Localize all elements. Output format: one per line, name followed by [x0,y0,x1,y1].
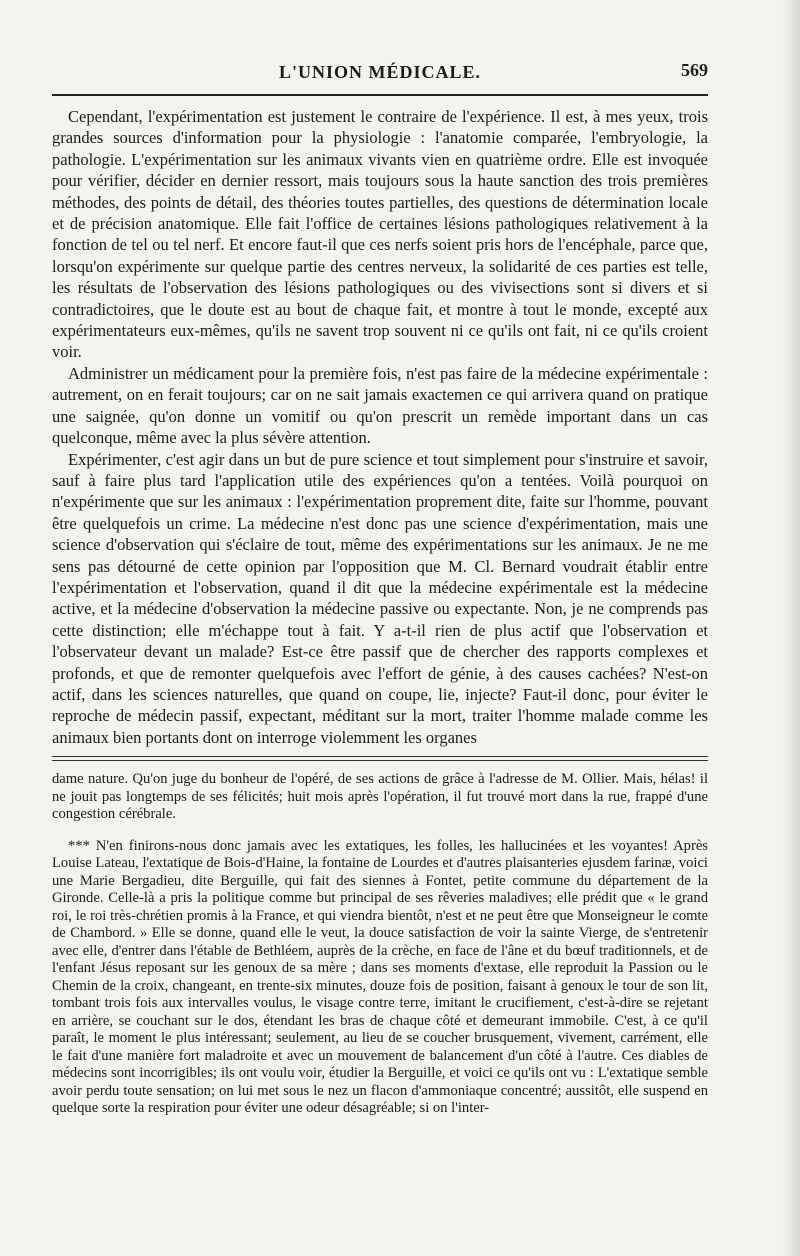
header-rule [52,94,708,96]
paragraph: Expérimenter, c'est agir dans un but de pure science et tout simplement pour s'instruire et savoir, sauf à faire plus tard l'application utile des expériences qu'on a tentées. Voilà pourquoi on n'expérimente que sur les animaux : l'expérimentation proprement dite, faite sur l'homme, pouvant être quelquefois un crime. La médecine n'est donc pas une science d'expérimentation, mais une science d'observation qui s'éclaire de tout, même des expérimentations sur les animaux. Je ne me sens pas détourné de cette opinion par l'opposition que M. Cl. Bernard voudrait établir entre l'expérimentation et l'observation, quand il dit que la médecine expérimentale est la médecine active, et la médecine d'observation la médecine passive ou expectante. Non, je ne comprends pas cette distinction; elle m'échappe tout à fait. Y a-t-il rien de plus actif que l'observation et l'observateur devant un malade? Est-ce être passif que de chercher des rapports complexes et profonds, et que de remonter quelquefois avec l'effort de génie, à des causes cachées? N'est-on actif, dans les sciences naturelles, que quand on coupe, lie, injecte? Faut-il donc, pour éviter le reproche de médecin passif, expectant, méditant sur la mort, traiter l'homme malade comme les animaux bien portants dont on interroge violemment les organes [52,449,708,747]
page-header [52,58,708,88]
main-text [52,106,708,748]
journal-title: L'UNION MÉDICALE. [278,62,482,82]
notes-divider [52,756,708,761]
note-continuation: dame nature. Qu'on juge du bonheur de l'opéré, de ses actions de grâce à l'adresse de M. Ollier. Mais, hélas! il ne jouit pas longtemps de ses félicités; huit mois après l'opération, il fut trouvé mort dans la rue, frappé d'une congestion cérébrale. [52,771,708,823]
paragraph: Administrer un médicament pour la première fois, n'est pas faire de la médecine expérimentale : autrement, on en ferait toujours; car on ne sait jamais exactemen ce qui arrivera quand on pratique une saignée, qu'on donne un vomitif ou qu'on prescrit un remède important dans un cas quelconque, même avec la plus sévère attention. [52,363,708,448]
page-edge-shadow [782,0,800,1256]
notes-section [52,771,708,1118]
page-number: 569 [681,60,708,80]
paragraph: Cependant, l'expérimentation est justement le contraire de l'expérience. Il est, à mes yeux, trois grandes sources d'information pour la physiologie : l'anatomie comparée, l'embryologie, la pathologie. L'expérimentation sur les animaux vivants vien en quatrième ordre. Elle est invoquée pour vérifier, décider en dernier ressort, mais toujours sous la haute sanction des trois premières méthodes, des points de détail, des théories toutes partielles, des questions de détermination locale et de précision anatomique. Elle fait l'office de certaines lésions pathologiques relativement à la fonction de tel ou tel nerf. Et encore faut-il que ces nerfs soient pris hors de l'encéphale, parce que, lorsqu'on expérimente sur quelque partie des centres nerveux, la solidarité de ces parties est telle, les résultats de l'observation des lésions pathologiques ou des vivisections sont si divers et si contradictoires, que le doute est au bout de chaque fait, et montre à tout le monde, excepté aux expérimentateurs eux-mêmes, qu'ils ne savent trop souvent ni ce qu'ils ont fait, ni ce qu'ils croient voir. [52,107,708,362]
note-paragraph: *** N'en finirons-nous donc jamais avec les extatiques, les folles, les hallucinées et les voyantes! Après Louise Lateau, l'extatique de Bois-d'Haine, la fontaine de Lourdes et d'autres plaisanteries ejusdem farinæ, voici une Marie Bergadieu, dite Berguille, qui fait des siennes à Fontet, petite commune du département de la Gironde. Celle-là a pris la politique comme but principal de ses rêveries maladives; elle prédit que « le grand roi, le roi très-chrétien promis à la France, et qui viendra bientôt, n'est et ne peut être que Monseigneur le comte de Chambord. » Elle se donne, quand elle le veut, la douce satisfaction de voir la sainte Vierge, de s'entretenir avec elle, d'entrer dans l'étable de Bethléem, auprès de la crèche, en face de l'âne et du bœuf traditionnels, et de l'enfant Jésus reposant sur les genoux de sa mère ; dans ses moments d'extase, elle reproduit la Passion ou le Chemin de la croix, changeant, en trente-six minutes, douze fois de position, faisant à genoux le tour de son lit, tombant trois fois aux intervalles voulus, le visage contre terre, imitant le crucifiement, c'est-à-dire se rejetant en arrière, se couchant sur le dos, étendant les bras de chaque côté et demeurant immobile. C'est, à ce qu'il paraît, le moment le plus intéressant; seulement, au lieu de se coucher brusquement, vivement, carrément, elle le fait d'une manière fort maladroite et avec un mouvement de balancement d'un côté à l'autre. Ces diables de médecins sont incorrigibles; ils ont voulu voir, étudier la Berguille, et voici ce qu'ils ont vu : L'extatique semble avoir perdu toute sensation; on lui met sous le nez un flacon d'ammoniaque concentré; aussitôt, elle suspend en quelque sorte la respiration pour éviter une odeur désagréable; si on l'inter- [52,837,708,1117]
